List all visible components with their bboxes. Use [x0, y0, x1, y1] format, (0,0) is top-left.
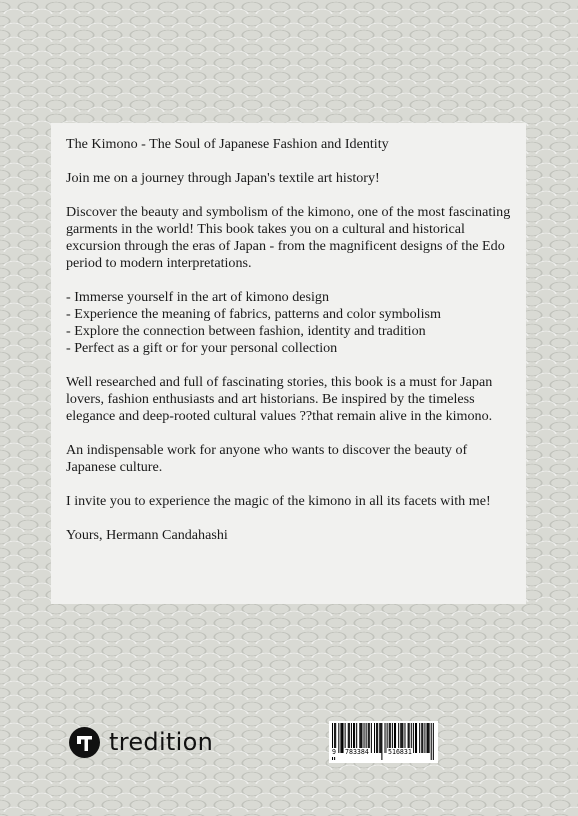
book-title: The Kimono - The Soul of Japanese Fashion and Identity	[66, 136, 389, 152]
description-panel	[51, 123, 526, 604]
isbn-barcode	[329, 721, 438, 763]
barcode-digit-lead: 9	[332, 748, 336, 756]
description-paragraph-1: Discover the beauty and symbolism of the kimono, one of the most fascinating garments in the world! This book takes you on a cultural and historical excursion through the eras of Japan - from the magnificent designs of the Edo period to modern interpretations.	[66, 204, 511, 271]
publisher-logo	[69, 727, 213, 758]
feature-item: - Immerse yourself in the art of kimono design	[66, 289, 330, 305]
author-signature: Yours, Hermann Candahashi	[66, 527, 228, 543]
description-paragraph-4: I invite you to experience the magic of the kimono in all its facets with me!	[66, 493, 491, 509]
feature-item: - Perfect as a gift or for your personal collection	[66, 340, 338, 356]
description-paragraph-2: Well researched and full of fascinating stories, this book is a must for Japan lovers, fashion enthusiasts and art historians. Be inspired by the timeless elegance and deep-rooted cultural values ??that remain alive in the kimono.	[66, 374, 493, 424]
feature-item: - Explore the connection between fashion, identity and tradition	[66, 323, 426, 339]
tredition-t-icon	[69, 727, 100, 758]
feature-list	[66, 289, 514, 357]
publisher-name: tredition	[109, 728, 214, 756]
description-paragraph-3: An indispensable work for anyone who wants to discover the beauty of Japanese culture.	[66, 442, 468, 475]
feature-item: - Experience the meaning of fabrics, patterns and color symbolism	[66, 306, 441, 322]
intro-line: Join me on a journey through Japan's textile art history!	[66, 170, 380, 186]
barcode-digit-group-1: 783384	[345, 748, 369, 756]
barcode-digit-group-2: 516831	[388, 748, 412, 756]
